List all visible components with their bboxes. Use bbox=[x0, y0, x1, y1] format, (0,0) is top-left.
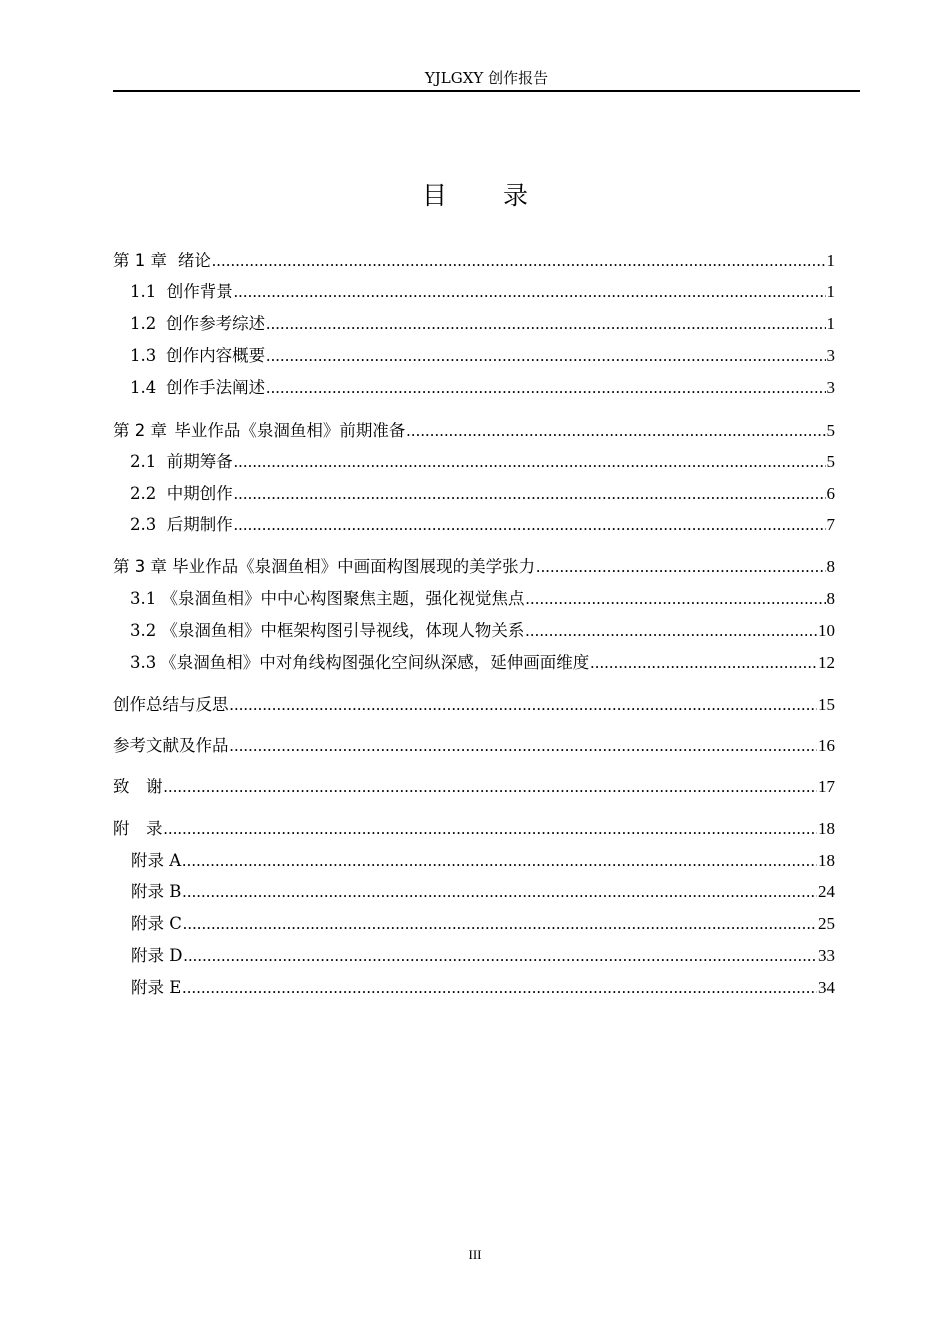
toc-entry-title: 创作参考综述 bbox=[166, 314, 266, 333]
toc-entry-number: 2.1 bbox=[130, 452, 157, 471]
toc-section-entry[interactable] bbox=[131, 975, 835, 1001]
toc-dot-leader bbox=[266, 343, 825, 369]
toc-entry-number: 2.2 bbox=[130, 484, 157, 503]
toc-entry-number: 3.3 bbox=[130, 653, 157, 672]
toc-entry-page: 8 bbox=[826, 589, 835, 608]
toc-chapter-entry[interactable] bbox=[113, 418, 835, 444]
toc-dot-leader bbox=[230, 692, 818, 718]
toc-section-entry[interactable] bbox=[131, 943, 835, 969]
toc-entry-number: 1.3 bbox=[130, 346, 157, 365]
toc-section-entry[interactable] bbox=[131, 879, 835, 905]
toc-section-entry[interactable] bbox=[130, 618, 835, 644]
toc-section-entry[interactable] bbox=[130, 650, 835, 676]
toc-entry-title: 致 谢 bbox=[113, 777, 163, 796]
toc-entry-page: 1 bbox=[826, 282, 835, 301]
toc-entry-title: 附录 A bbox=[131, 851, 182, 870]
toc-dot-leader bbox=[183, 943, 817, 969]
toc-entry-page: 10 bbox=[818, 621, 835, 640]
toc-entry-page: 16 bbox=[818, 736, 835, 755]
toc-title bbox=[0, 178, 950, 214]
toc-entry-page: 12 bbox=[818, 653, 835, 672]
toc-section-entry[interactable] bbox=[130, 311, 835, 337]
toc-entry-title: 附录 B bbox=[131, 882, 182, 901]
toc-section-entry[interactable] bbox=[130, 481, 835, 507]
toc-entry-title: 前期筹备 bbox=[166, 452, 233, 471]
toc-dot-leader bbox=[406, 418, 825, 444]
toc-entry-title: 后期制作 bbox=[166, 515, 233, 534]
toc-entry-title: 《泉涸鱼相》中中心构图聚焦主题，强化视觉焦点 bbox=[161, 589, 525, 608]
toc-entry-title: 附录 D bbox=[131, 946, 183, 965]
toc-entry-number: 1.2 bbox=[130, 314, 157, 333]
toc-title-char-1: 目 bbox=[421, 181, 447, 210]
toc-entry-page: 8 bbox=[826, 557, 835, 576]
toc-dot-leader bbox=[590, 650, 817, 676]
toc-dot-leader bbox=[266, 311, 825, 337]
toc-entry-page: 1 bbox=[826, 251, 835, 270]
toc-entry-page: 7 bbox=[826, 515, 835, 534]
toc-entry-title: 附 录 bbox=[113, 819, 163, 838]
toc-entry-page: 3 bbox=[826, 346, 835, 365]
toc-title-char-2: 录 bbox=[503, 181, 529, 210]
toc-entry-title: 附录 E bbox=[131, 978, 182, 997]
toc-entry-title: 中期创作 bbox=[166, 484, 233, 503]
toc-entry-title: 《泉涸鱼相》中框架构图引导视线，体现人物关系 bbox=[161, 621, 525, 640]
toc-entry-page: 15 bbox=[818, 695, 835, 714]
toc-entry-number: 1.1 bbox=[130, 282, 157, 301]
toc-section-entry[interactable] bbox=[131, 848, 835, 874]
toc-dot-leader bbox=[182, 848, 817, 874]
toc-entry-number: 第 3 章 bbox=[113, 557, 167, 576]
toc-entry-page: 3 bbox=[826, 378, 835, 397]
toc-entry-title: 创作总结与反思 bbox=[113, 695, 229, 714]
toc-entry-page: 17 bbox=[818, 777, 835, 796]
toc-section-entry[interactable] bbox=[130, 449, 835, 475]
toc-chapter-entry[interactable] bbox=[113, 816, 835, 842]
toc-dot-leader bbox=[525, 618, 817, 644]
toc-dot-leader bbox=[212, 248, 826, 274]
toc-chapter-entry[interactable] bbox=[113, 692, 835, 718]
toc-dot-leader bbox=[183, 911, 817, 937]
toc-entry-title: 附录 C bbox=[131, 914, 182, 933]
header-text: YJLGXY 创作报告 bbox=[424, 69, 549, 87]
toc-entry-page: 24 bbox=[818, 882, 835, 901]
toc-dot-leader bbox=[182, 975, 817, 1001]
toc-dot-leader bbox=[234, 481, 826, 507]
toc-entry-page: 18 bbox=[818, 819, 835, 838]
toc-entry-number: 第 1 章 bbox=[113, 251, 167, 270]
toc-entry-title: 创作内容概要 bbox=[166, 346, 266, 365]
toc-entry-number: 第 2 章 bbox=[113, 421, 167, 440]
toc-entry-title: 创作手法阐述 bbox=[166, 378, 266, 397]
toc-dot-leader bbox=[234, 512, 826, 538]
toc-dot-leader bbox=[266, 375, 825, 401]
toc-entry-page: 34 bbox=[818, 978, 835, 997]
toc-chapter-entry[interactable] bbox=[113, 733, 835, 759]
toc-entry-page: 5 bbox=[826, 452, 835, 471]
toc-dot-leader bbox=[230, 733, 818, 759]
toc-entry-number: 1.4 bbox=[130, 378, 157, 397]
toc-entry-title: 绪论 bbox=[177, 251, 211, 270]
page-number: III bbox=[468, 1247, 482, 1262]
toc-dot-leader bbox=[182, 879, 817, 905]
toc-entry-number: 2.3 bbox=[130, 515, 157, 534]
toc-section-entry[interactable] bbox=[130, 586, 835, 612]
toc-entry-title: 参考文献及作品 bbox=[113, 736, 229, 755]
toc-dot-leader bbox=[526, 586, 826, 612]
toc-entry-title: 毕业作品《泉涸鱼相》前期准备 bbox=[174, 421, 406, 440]
toc-section-entry[interactable] bbox=[130, 343, 835, 369]
toc-dot-leader bbox=[234, 449, 826, 475]
toc-dot-leader bbox=[536, 554, 825, 580]
toc-chapter-entry[interactable] bbox=[113, 248, 835, 274]
toc-chapter-entry[interactable] bbox=[113, 774, 835, 800]
toc-entry-title: 毕业作品《泉涸鱼相》中画面构图展现的美学张力 bbox=[172, 557, 536, 576]
toc-entry-page: 6 bbox=[826, 484, 835, 503]
toc-dot-leader bbox=[234, 279, 826, 305]
toc-entry-title: 《泉涸鱼相》中对角线构图强化空间纵深感，延伸画面维度 bbox=[160, 653, 590, 672]
toc-entry-page: 1 bbox=[826, 314, 835, 333]
toc-section-entry[interactable] bbox=[130, 375, 835, 401]
toc-dot-leader bbox=[164, 774, 818, 800]
toc-entry-page: 25 bbox=[818, 914, 835, 933]
toc-entry-number: 3.2 bbox=[130, 621, 157, 640]
toc-entry-page: 18 bbox=[818, 851, 835, 870]
toc-entry-number: 3.1 bbox=[130, 589, 157, 608]
toc-entry-title: 创作背景 bbox=[166, 282, 233, 301]
toc-dot-leader bbox=[164, 816, 818, 842]
running-header bbox=[113, 68, 860, 92]
toc-section-entry[interactable] bbox=[130, 279, 835, 305]
toc-chapter-entry[interactable] bbox=[113, 554, 835, 580]
toc-section-entry[interactable] bbox=[131, 911, 835, 937]
toc-section-entry[interactable] bbox=[130, 512, 835, 538]
toc-entry-page: 5 bbox=[826, 421, 835, 440]
toc-entry-page: 33 bbox=[818, 946, 835, 965]
